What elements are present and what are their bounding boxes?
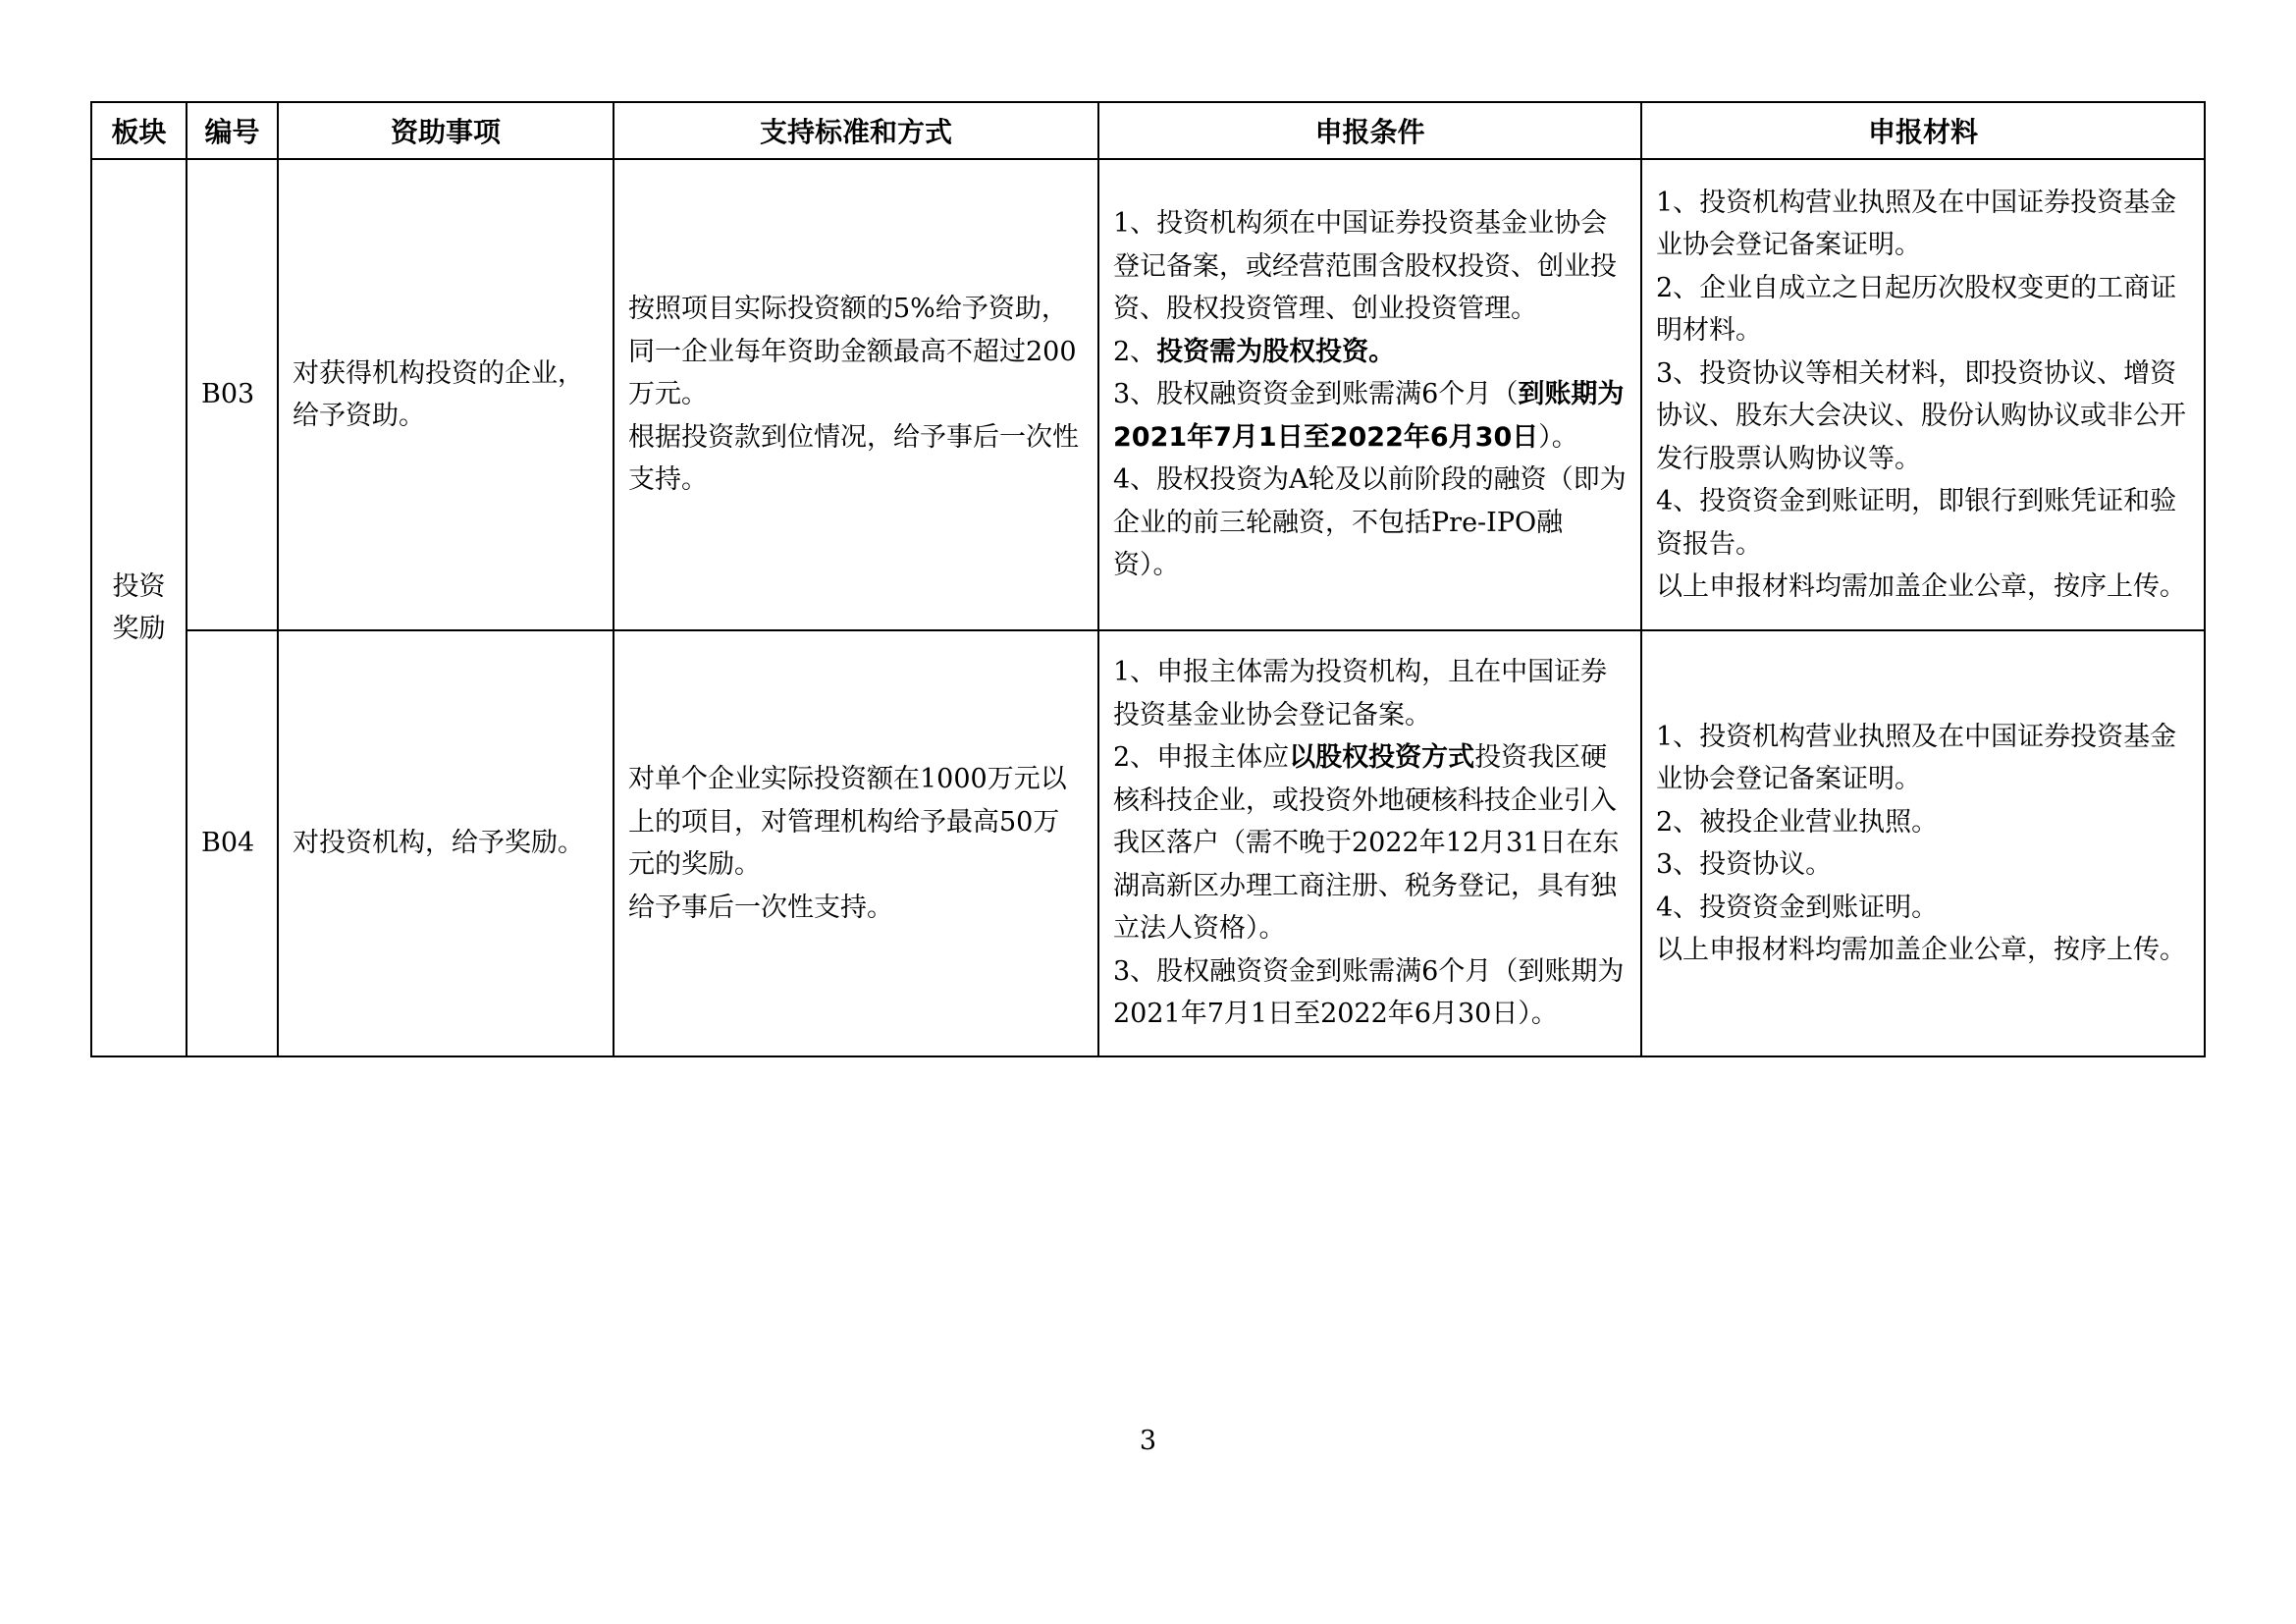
condition-1: 1、申报主体需为投资机构，且在中国证券投资基金业协会登记备案。 [1113, 657, 1608, 731]
standard-line: 根据投资款到位情况，给予事后一次性支持。 [628, 421, 1079, 496]
table-header-row [91, 102, 2205, 159]
material-item: 3、投资协议。 [1656, 849, 1833, 880]
standard-line: 按照项目实际投资额的5%给予资助，同一企业每年资助金额最高不超过200万元。 [628, 294, 1077, 410]
funding-table [90, 101, 2206, 1057]
condition-2 [1113, 331, 1627, 374]
standard-cell [614, 630, 1098, 1056]
conditions-cell [1098, 630, 1641, 1056]
condition-2 [1113, 736, 1627, 950]
header-conditions: 申报条件 [1098, 102, 1641, 159]
condition-3-bold: 到账期为2021年7月1日至2022年6月30日 [1113, 379, 1625, 453]
material-note: 以上申报材料均需加盖企业公章，按序上传。 [1656, 935, 2186, 965]
material-item: 4、投资资金到账证明。 [1656, 892, 1939, 923]
condition-4: 4、股权投资为A轮及以前阶段的融资（即为企业的前三轮融资，不包括Pre-IPO融资）。 [1113, 464, 1627, 581]
material-note: 以上申报材料均需加盖企业公章，按序上传。 [1656, 571, 2186, 602]
condition-2-prefix: 2、 [1113, 336, 1157, 367]
materials-cell [1641, 630, 2205, 1056]
standard-line: 对单个企业实际投资额在1000万元以上的项目，对管理机构给予最高50万元的奖励。 [628, 764, 1067, 880]
material-item: 1、投资机构营业执照及在中国证券投资基金业协会登记备案证明。 [1656, 721, 2177, 794]
item-cell: 对获得机构投资的企业，给予资助。 [278, 159, 614, 630]
code-cell: B03 [187, 159, 278, 630]
condition-1: 1、投资机构须在中国证券投资基金业协会登记备案，或经营范围含股权投资、创业投资、股权投资管理、创业投资管理。 [1113, 208, 1617, 325]
conditions-cell [1098, 159, 1641, 630]
header-item: 资助事项 [278, 102, 614, 159]
condition-2-rest: 投资我区硬核科技企业，或投资外地硬核科技企业引入我区落户（需不晚于2022年12月31日在东湖高新区办理工商注册、税务登记，具有独立法人资格）。 [1113, 742, 1620, 945]
condition-2-prefix: 2、申报主体应 [1113, 742, 1290, 774]
code-cell: B04 [187, 630, 278, 1056]
condition-3: 3、股权融资资金到账需满6个月（到账期为2021年7月1日至2022年6月30日）。 [1113, 955, 1625, 1030]
header-standard: 支持标准和方式 [614, 102, 1098, 159]
standard-line: 给予事后一次性支持。 [628, 892, 893, 923]
materials-cell [1641, 159, 2205, 630]
condition-3-text: 3、股权融资资金到账需满6个月（ [1113, 379, 1519, 410]
standard-cell [614, 159, 1098, 630]
condition-3-end: ）。 [1538, 421, 1578, 453]
condition-2-bold: 以股权投资方式 [1289, 742, 1475, 774]
material-item: 4、投资资金到账证明，即银行到账凭证和验资报告。 [1656, 486, 2177, 560]
material-item: 2、企业自成立之日起历次股权变更的工商证明材料。 [1656, 272, 2177, 346]
page-number: 3 [1139, 1426, 1157, 1456]
material-item: 3、投资协议等相关材料，即投资协议、增资协议、股东大会决议、股份认购协议或非公开发行股票认购协议等。 [1656, 357, 2186, 474]
table-row [91, 159, 2205, 630]
section-cell: 投资奖励 [91, 159, 187, 1056]
material-item: 1、投资机构营业执照及在中国证券投资基金业协会登记备案证明。 [1656, 187, 2177, 260]
material-item: 2、被投企业营业执照。 [1656, 806, 1939, 838]
item-cell: 对投资机构，给予奖励。 [278, 630, 614, 1056]
table-row [91, 630, 2205, 1056]
header-section: 板块 [91, 102, 187, 159]
header-code: 编号 [187, 102, 278, 159]
condition-2-bold: 投资需为股权投资。 [1156, 336, 1396, 367]
condition-3 [1113, 373, 1627, 459]
header-materials: 申报材料 [1641, 102, 2205, 159]
